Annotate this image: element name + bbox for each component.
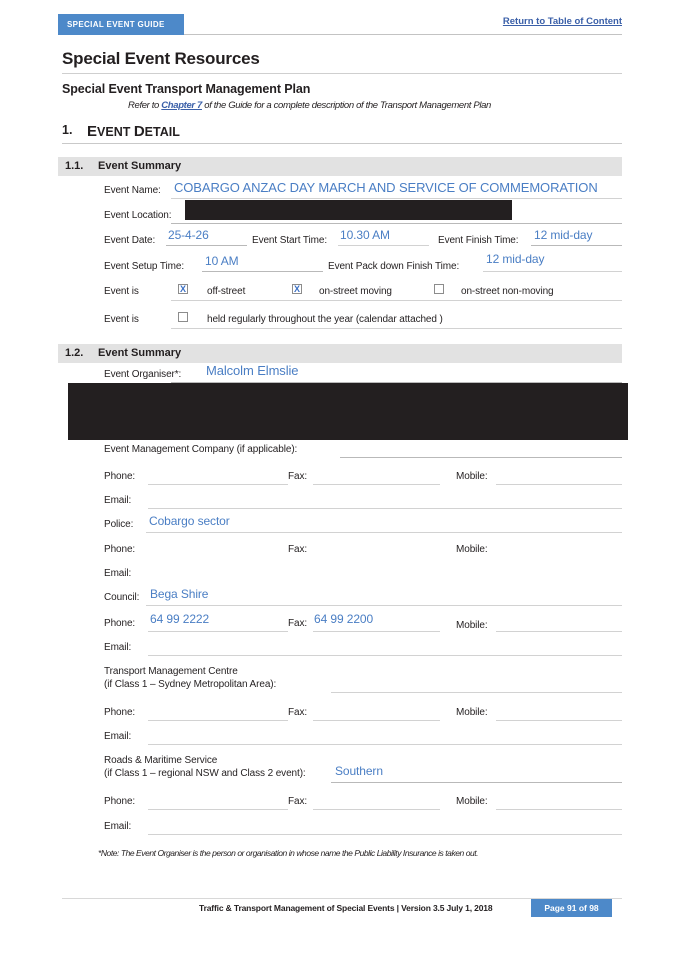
refer-prefix: Refer to [128, 100, 162, 111]
organiser-footnote: *Note: The Event Organiser is the person or organisation in whose name the Public Liability Insurance is taken out. [98, 848, 479, 858]
police-underline [146, 532, 622, 533]
return-to-table-of-content-link[interactable]: Return to Table of Content [502, 16, 622, 27]
tmc-fax-underline [313, 720, 440, 721]
tmc-email-label: Email: [104, 731, 132, 742]
police-phone-label: Phone: [104, 544, 136, 555]
section-number: 1. [62, 123, 73, 137]
title-divider [62, 73, 622, 74]
subsection-1-2-label: Event Summary [98, 347, 182, 359]
event-packdown-time-label: Event Pack down Finish Time: [328, 261, 460, 272]
event-organiser-details-redaction [68, 383, 628, 440]
section-text-etail: ETAIL [144, 125, 180, 139]
police-value[interactable]: Cobargo sector [149, 514, 230, 528]
event-packdown-time-underline [483, 271, 622, 272]
event-setup-time-underline [202, 271, 323, 272]
page-header [58, 14, 622, 38]
council-email-label: Email: [104, 642, 132, 653]
event-organiser-label: Event Organiser*: [104, 369, 182, 380]
council-value[interactable]: Bega Shire [150, 587, 209, 601]
roads-maritime-label-line2: (if Class 1 – regional NSW and Class 2 event): [104, 768, 306, 779]
event-finish-time-label: Event Finish Time: [438, 235, 519, 246]
rms-phone-label: Phone: [104, 796, 136, 807]
section-cap-e: E [87, 123, 98, 140]
section-text-vent: VENT [97, 125, 134, 139]
section-heading-event-detail [87, 123, 180, 140]
group-1-phone-underline [148, 484, 288, 485]
tmc-email-underline [148, 744, 622, 745]
council-fax-label: Fax: [288, 618, 308, 629]
label-on-street-moving: on-street moving [319, 286, 392, 297]
rms-phone-underline [148, 809, 288, 810]
tmc-fax-label: Fax: [288, 707, 308, 718]
transport-management-centre-label-line2: (if Class 1 – Sydney Metropolitan Area): [104, 679, 277, 690]
event-is-label-2: Event is [104, 314, 139, 325]
event-finish-time-underline [531, 245, 622, 246]
tmc-phone-underline [148, 720, 288, 721]
police-label: Police: [104, 519, 134, 530]
label-off-street: off-street [207, 286, 246, 297]
council-fax-underline [313, 631, 440, 632]
event-location-underline [171, 223, 622, 224]
page-title: Special Event Resources [62, 49, 260, 68]
header-tab-special-event-guide: SPECIAL EVENT GUIDE [58, 14, 184, 35]
event-name-value[interactable]: COBARGO ANZAC DAY MARCH AND SERVICE OF COMMEMORATION [174, 180, 598, 195]
event-date-underline [166, 245, 247, 246]
council-fax-value[interactable]: 64 99 2200 [314, 612, 374, 626]
transport-management-centre-label-line1: Transport Management Centre [104, 666, 238, 677]
council-email-underline [148, 655, 622, 656]
label-held-regularly: held regularly throughout the year (calendar attached ) [207, 314, 443, 325]
council-phone-underline [148, 631, 288, 632]
council-mobile-label: Mobile: [456, 620, 488, 631]
event-location-label: Event Location: [104, 210, 172, 221]
label-on-street-non-moving: on-street non-moving [461, 286, 554, 297]
event-management-company-label: Event Management Company (if applicable): [104, 444, 298, 455]
council-mobile-underline [496, 631, 622, 632]
event-packdown-time-value[interactable]: 12 mid-day [486, 252, 545, 266]
subsection-header-1-1 [58, 157, 622, 176]
event-start-time-label: Event Start Time: [252, 235, 327, 246]
rms-email-label: Email: [104, 821, 132, 832]
event-start-time-underline [338, 245, 429, 246]
council-phone-label: Phone: [104, 618, 136, 629]
header-rule [184, 34, 622, 35]
subsection-1-1-number: 1.1. [65, 160, 84, 172]
section-divider [62, 143, 622, 144]
group-1-mobile-underline [496, 484, 622, 485]
rms-fax-underline [313, 809, 440, 810]
rms-fax-label: Fax: [288, 796, 308, 807]
subsection-header-1-2 [58, 344, 622, 363]
event-is-row2-underline [171, 328, 622, 329]
police-fax-label: Fax: [288, 544, 308, 555]
event-start-time-value[interactable]: 10.30 AM [340, 228, 390, 242]
council-phone-value[interactable]: 64 99 2222 [150, 612, 210, 626]
page-subtitle: Special Event Transport Management Plan [62, 82, 311, 96]
roads-maritime-value[interactable]: Southern [335, 764, 383, 778]
event-name-label: Event Name: [104, 185, 161, 196]
police-mobile-label: Mobile: [456, 544, 488, 555]
subsection-1-2-number: 1.2. [65, 347, 84, 359]
group-1-email-underline [148, 508, 622, 509]
rms-mobile-label: Mobile: [456, 796, 488, 807]
group-1-fax-label: Fax: [288, 471, 308, 482]
event-is-label-1: Event is [104, 286, 139, 297]
group-1-fax-underline [313, 484, 440, 485]
council-label: Council: [104, 592, 140, 603]
event-name-underline [171, 198, 622, 199]
event-date-value[interactable]: 25-4-26 [168, 228, 209, 242]
group-1-mobile-label: Mobile: [456, 471, 488, 482]
tmc-phone-label: Phone: [104, 707, 136, 718]
event-organiser-value[interactable]: Malcolm Elmslie [206, 363, 299, 378]
police-email-label: Email: [104, 568, 132, 579]
refer-to-chapter-note [128, 100, 491, 111]
event-finish-time-value[interactable]: 12 mid-day [534, 228, 593, 242]
chapter-7-link[interactable]: Chapter 7 [161, 100, 202, 111]
checkbox-on-street-moving-mark: X [293, 284, 300, 294]
event-is-row1-underline [171, 300, 622, 301]
rms-mobile-underline [496, 809, 622, 810]
group-1-phone-label: Phone: [104, 471, 136, 482]
event-location-redaction [185, 200, 512, 220]
roads-maritime-label-line1: Roads & Maritime Service [104, 755, 218, 766]
group-1-email-label: Email: [104, 495, 132, 506]
council-underline [146, 605, 622, 606]
event-setup-time-value[interactable]: 10 AM [205, 254, 239, 268]
checkbox-off-street-mark: X [179, 284, 186, 294]
subsection-1-1-label: Event Summary [98, 160, 182, 172]
event-date-label: Event Date: [104, 235, 156, 246]
checkbox-on-street-moving[interactable] [292, 284, 302, 294]
rms-email-underline [148, 834, 622, 835]
checkbox-on-street-non-moving[interactable] [434, 284, 444, 294]
refer-suffix: of the Guide for a complete description of the Transport Management Plan [201, 100, 491, 111]
event-management-company-underline [340, 457, 622, 458]
section-cap-d: D [133, 123, 145, 140]
tmc-mobile-underline [496, 720, 622, 721]
roads-maritime-underline [331, 782, 622, 783]
tmc-mobile-label: Mobile: [456, 707, 488, 718]
event-setup-time-label: Event Setup Time: [104, 261, 185, 272]
checkbox-off-street[interactable] [178, 284, 188, 294]
page-number-badge: Page 91 of 98 [531, 899, 612, 917]
transport-management-centre-underline [331, 692, 622, 693]
checkbox-held-regularly[interactable] [178, 312, 188, 322]
footer-text: Traffic & Transport Management of Special Events | Version 3.5 July 1, 2018 [199, 903, 493, 913]
